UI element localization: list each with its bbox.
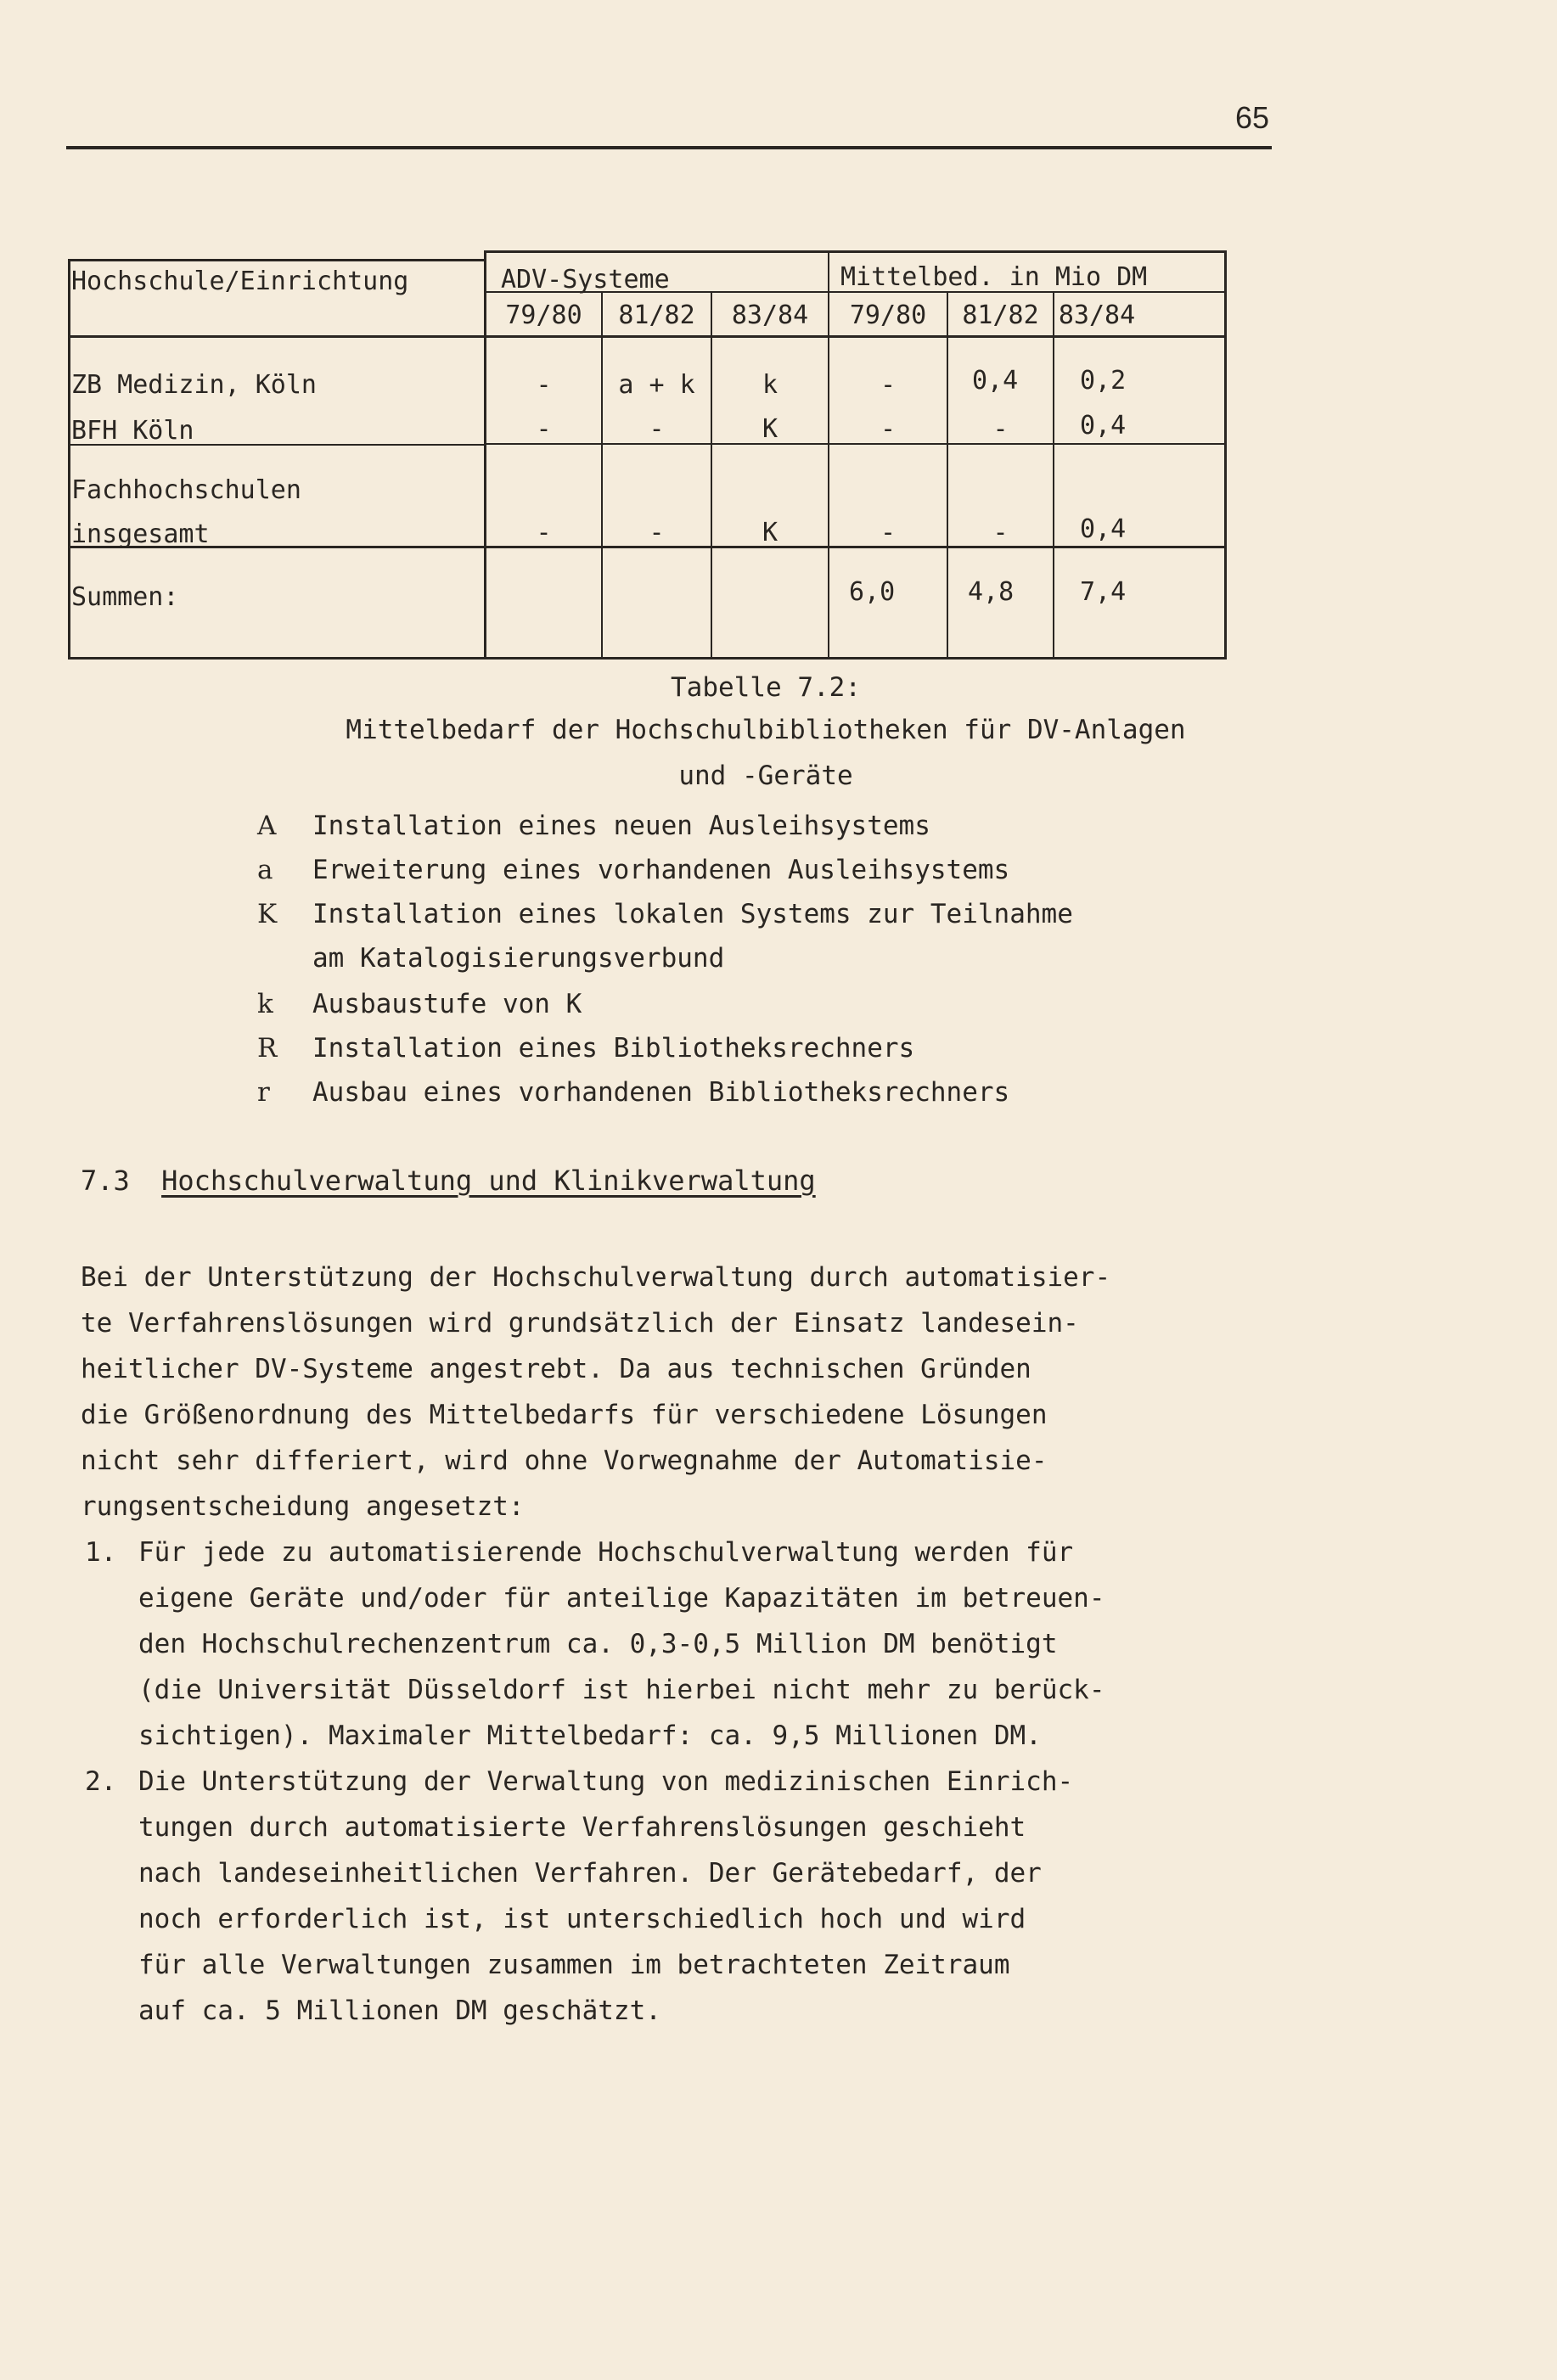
text-line: nach landeseinheitlichen Verfahren. Der Gerätebedarf, der: [138, 1858, 1042, 1889]
year-col: 83/84: [731, 300, 809, 330]
table-cell: -: [880, 370, 897, 400]
legend-text: Ausbau eines vorhandenen Bibliotheksrechners: [312, 1077, 1010, 1108]
table-cell: a + k: [618, 370, 695, 400]
row-name: Fachhochschulen: [71, 475, 301, 505]
sum-cell: 4,8: [968, 577, 1015, 607]
row-name-line2: insgesamt: [71, 519, 210, 549]
text-line: te Verfahrenslösungen wird grundsätzlich der Einsatz landesein-: [81, 1308, 1079, 1339]
list-item: [138, 1530, 1105, 1759]
legend-text: Erweiterung eines vorhandenen Ausleihsystems: [312, 855, 1010, 885]
legend-text: Installation eines Bibliotheksrechners: [312, 1033, 915, 1064]
item-number: 1.: [85, 1537, 117, 1568]
page-number: 65: [1235, 100, 1270, 135]
year-col: 83/84: [1058, 300, 1136, 330]
table-cell: -: [992, 414, 1009, 444]
table-cell: 0,4: [972, 366, 1019, 396]
legend-key: A: [257, 811, 277, 841]
table-cell: -: [536, 518, 552, 547]
table-cell: -: [649, 518, 665, 547]
text-line: für alle Verwaltungen zusammen im betrachteten Zeitraum: [138, 1950, 1010, 1980]
row-name: ZB Medizin, Köln: [71, 370, 317, 400]
table-cell: -: [649, 414, 665, 444]
year-col: 79/80: [849, 300, 927, 330]
header-institution: Hochschule/Einrichtung: [71, 267, 409, 296]
text-line: noch erforderlich ist, ist unterschiedlich hoch und wird: [138, 1904, 1026, 1934]
legend-text: Installation eines lokalen Systems zur Teilnahme: [312, 899, 1073, 929]
text-line: Bei der Unterstützung der Hochschulverwaltung durch automatisier-: [81, 1262, 1111, 1293]
text-line: sichtigen). Maximaler Mittelbedarf: ca. 9,5 Millionen DM.: [138, 1720, 1042, 1751]
header-adv-systems: ADV-Systeme: [501, 265, 670, 295]
caption-title: Mittelbedarf der Hochschulbibliotheken für DV-Anlagen: [346, 715, 1186, 745]
sum-cell: 6,0: [849, 577, 896, 607]
table-cell: 0,2: [1080, 366, 1127, 396]
intro-paragraph: [81, 1255, 1110, 1530]
text-line: (die Universität Düsseldorf ist hierbei nicht mehr zu berück-: [138, 1675, 1105, 1705]
legend-key: k: [257, 989, 273, 1019]
text-line: eigene Geräte und/oder für anteilige Kapazitäten im betreuen-: [138, 1583, 1105, 1614]
header-funds: Mittelbed. in Mio DM: [840, 262, 1148, 292]
text-line: Für jede zu automatisierende Hochschulverwaltung werden für: [138, 1537, 1074, 1568]
funding-table: [68, 250, 1227, 660]
item-number: 2.: [85, 1766, 117, 1797]
table-cell: K: [762, 518, 778, 547]
list-item: [138, 1759, 1073, 2034]
legend-key: r: [257, 1077, 270, 1108]
table-cell: K: [762, 414, 778, 444]
legend-key: a: [257, 855, 273, 885]
text-line: heitlicher DV-Systeme angestrebt. Da aus technischen Gründen: [81, 1354, 1031, 1384]
table-cell: 0,4: [1080, 411, 1127, 441]
legend-key: K: [257, 899, 278, 929]
legend-text: Ausbaustufe von K: [312, 989, 582, 1019]
text-line: rungsentscheidung angesetzt:: [81, 1491, 525, 1522]
header-rule: [66, 146, 1272, 149]
row-name: Summen:: [71, 582, 179, 612]
sum-cell: 7,4: [1080, 577, 1127, 607]
table-cell: k: [762, 370, 778, 400]
text-line: Die Unterstützung der Verwaltung von medizinischen Einrich-: [138, 1766, 1074, 1797]
text-line: den Hochschulrechenzentrum ca. 0,3-0,5 Million DM benötigt: [138, 1629, 1058, 1659]
row-name: BFH Köln: [71, 416, 194, 446]
section-heading: [81, 1165, 816, 1197]
legend-text: Installation eines neuen Ausleihsystems: [312, 811, 930, 841]
year-col: 79/80: [505, 300, 582, 330]
table-cell: -: [992, 518, 1009, 547]
section-number: 7.3: [81, 1165, 130, 1197]
caption-title-cont: und -Geräte: [678, 761, 853, 791]
text-line: auf ca. 5 Millionen DM geschätzt.: [138, 1995, 661, 2026]
text-line: tungen durch automatisierte Verfahrenslösungen geschieht: [138, 1812, 1026, 1843]
year-col: 81/82: [618, 300, 695, 330]
legend-text: am Katalogisierungsverbund: [312, 943, 725, 974]
caption-label: Tabelle 7.2:: [671, 672, 861, 703]
text-line: nicht sehr differiert, wird ohne Vorwegnahme der Automatisie-: [81, 1445, 1048, 1476]
table-cell: -: [880, 414, 897, 444]
table-cell: -: [536, 414, 552, 444]
legend-key: R: [257, 1033, 278, 1064]
table-cell: -: [880, 518, 897, 547]
section-title: Hochschulverwaltung und Klinikverwaltung: [161, 1165, 816, 1197]
year-col: 81/82: [962, 300, 1039, 330]
text-line: die Größenordnung des Mittelbedarfs für verschiedene Lösungen: [81, 1400, 1048, 1430]
table-cell: 0,4: [1080, 514, 1127, 544]
table-cell: -: [536, 370, 552, 400]
